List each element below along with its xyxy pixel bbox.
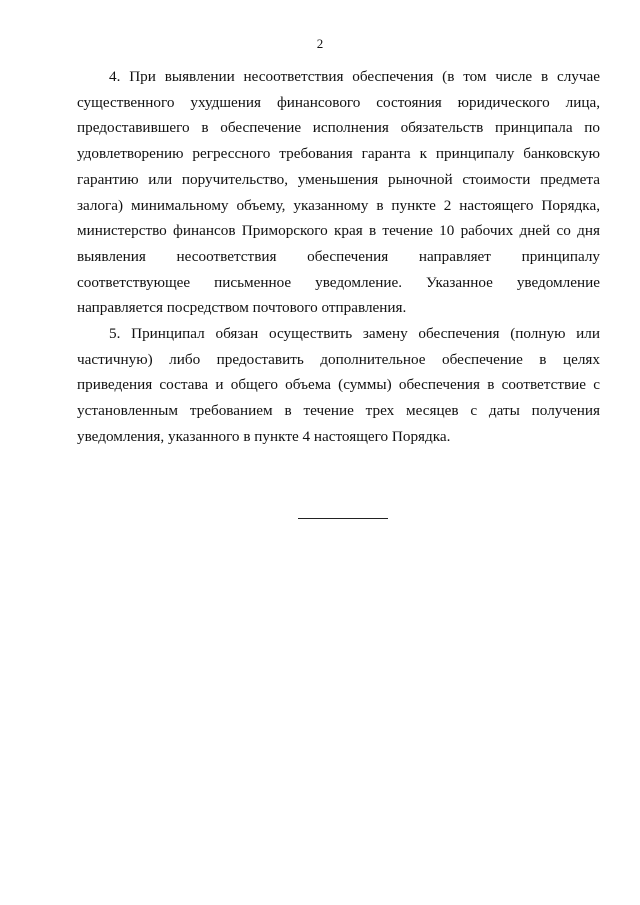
paragraph-5: 5. Принципал обязан осуществить замену обеспечения (полную или частичную) либо предоставить дополнительное обеспечение в целях приведения состава и общего объема (суммы) обеспечения в соответствие с установленным требованием в течение трех месяцев с даты получения уведомления, указанного в пункте 4 настоящего Порядка. (77, 325, 600, 445)
document-body (77, 64, 600, 450)
page-number: 2 (316, 36, 324, 51)
paragraph-4: 4. При выявлении несоответствия обеспечения (в том числе в случае существенного ухудшения финансового состояния юридического лица, предоставившего в обеспечение исполнения обязательств принципала по удовлетворению регрессного требования гаранта к принципалу банковскую гарантию или поручительство, уменьшения рыночной стоимости предмета залога) минимальному объему, указанному в пункте 2 настоящего Порядка, министерство финансов Приморского края в течение 10 рабочих дней со дня выявления несоответствия обеспечения направляет принципалу соответствующее письменное уведомление. Указанное уведомление направляется посредством почтового отправления. (77, 68, 600, 317)
end-separator-line (298, 518, 388, 519)
